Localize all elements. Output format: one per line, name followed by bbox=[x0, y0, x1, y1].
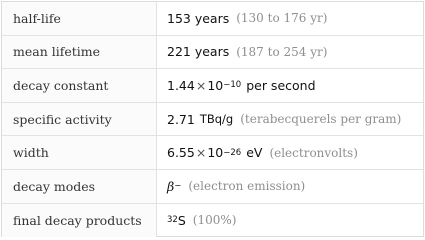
value-unit: per second bbox=[246, 77, 316, 93]
value-mantissa: 1.44 bbox=[167, 77, 195, 93]
value-main: 221 years bbox=[167, 44, 230, 60]
row-value: 32 S (100%) bbox=[167, 212, 237, 228]
row-label: width bbox=[2, 136, 157, 169]
row-label: decay constant bbox=[2, 69, 157, 102]
value-base: 10 bbox=[207, 77, 224, 93]
row-value: 1.44 × 10 −10 per second bbox=[167, 77, 316, 93]
row-value: β − (electron emission) bbox=[167, 178, 306, 194]
table-row bbox=[2, 170, 423, 204]
row-label: specific activity bbox=[2, 103, 157, 136]
row-label: final decay products bbox=[2, 204, 157, 238]
properties-table bbox=[1, 1, 424, 237]
row-value bbox=[157, 103, 423, 136]
value-mantissa: 6.55 bbox=[167, 145, 195, 161]
row-value bbox=[157, 36, 423, 69]
row-value: 6.55 × 10 −26 eV (electronvolts) bbox=[167, 145, 358, 161]
value-main: 153 years bbox=[167, 10, 230, 26]
row-label: half-life bbox=[2, 2, 157, 35]
table-row bbox=[2, 69, 423, 103]
value-note: (130 to 176 yr) bbox=[236, 11, 328, 26]
value-unit: TBq/g bbox=[199, 112, 234, 127]
value-note: (electronvolts) bbox=[269, 145, 358, 160]
row-value bbox=[157, 2, 423, 35]
value-note: (100%) bbox=[192, 213, 237, 228]
table-row bbox=[2, 103, 423, 137]
table-row bbox=[2, 2, 423, 36]
element-symbol: S bbox=[177, 212, 186, 228]
times-sign: × bbox=[195, 77, 207, 93]
row-label: decay modes bbox=[2, 170, 157, 203]
times-sign: × bbox=[195, 145, 207, 161]
beta-symbol: β bbox=[167, 178, 175, 194]
value-main: 2.71 bbox=[167, 111, 195, 127]
value-note: (187 to 254 yr) bbox=[236, 44, 328, 59]
table-row bbox=[2, 204, 423, 238]
value-note: (electron emission) bbox=[188, 179, 306, 194]
value-unit: eV bbox=[246, 145, 263, 161]
value-base: 10 bbox=[207, 145, 224, 161]
value-note: (terabecquerels per gram) bbox=[240, 112, 402, 127]
table-row bbox=[2, 36, 423, 70]
row-label: mean lifetime bbox=[2, 36, 157, 69]
table-row bbox=[2, 136, 423, 170]
